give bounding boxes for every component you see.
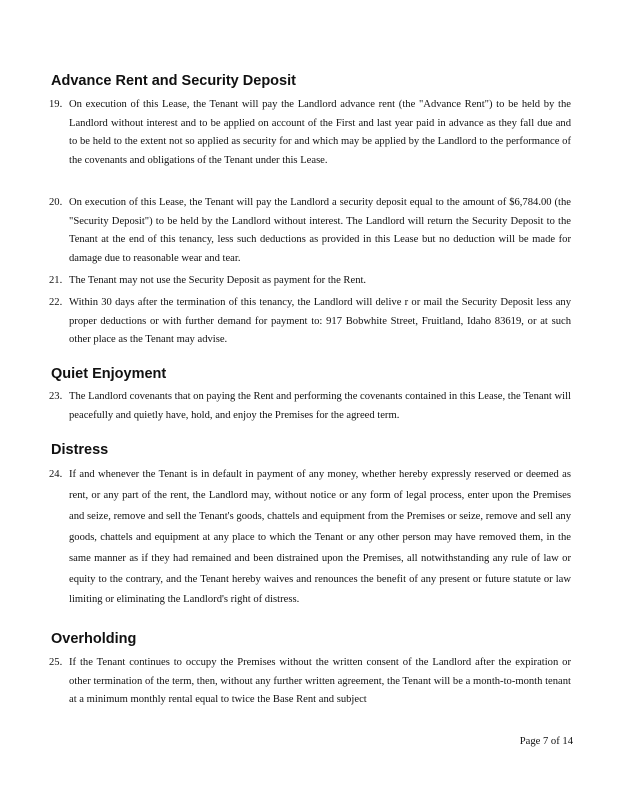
clause-text: On execution of this Lease, the Tenant will pay the Landlord a security deposit equal to the amount of $6,784.00 (the "Security Deposit") to be held by the Landlord without interest. The Landlord will return the Security Deposit to the Tenant at the end of this tenancy, less such deductions as provided in this Lease but no deduction will be made for damage due to reasonable wear and tear. <box>69 197 571 264</box>
clause-number: 22. <box>49 297 63 308</box>
clause-number: 19. <box>49 99 63 110</box>
clause-text: The Landlord covenants that on paying the Rent and performing the covenants contained in this Lease, the Tenant will peacefully and quietly have, hold, and enjoy the Premises for the agreed term. <box>69 391 571 421</box>
clause-20 <box>49 194 571 268</box>
clause-22 <box>49 294 571 350</box>
heading-overholding: Overholding <box>51 631 137 647</box>
clause-number: 21. <box>49 275 63 286</box>
clause-21 <box>49 272 571 291</box>
clause-number: 23. <box>49 391 63 402</box>
clause-text: If the Tenant continues to occupy the Premises without the written consent of the Landlord after the expiration or other termination of the term, then, without any further written agreement, the Tenant will be a month-to-month tenant at a minimum monthly rental equal to twice the Base Rent and subject <box>69 657 571 705</box>
clause-text: If and whenever the Tenant is in default in payment of any money, whether hereby expressly reserved or deemed as rent, or any part of the rent, the Landlord may, without notice or any form of legal process, enter upon the Premises and seize, remove and sell the Tenant's goods, chattels and equipment from the Premises or seize, remove and sell any goods, chattels and equipment at any place to which the Tenant or any other person may have removed them, in the same manner as if they had remained and been distrained upon the Premises, all notwithstanding any rule of law or equity to the contrary, and the Tenant hereby waives and renounces the benefit of any present or future statute or law limiting or eliminating the Landlord's right of distress. <box>69 469 571 606</box>
heading-quiet-enjoyment: Quiet Enjoyment <box>51 366 167 382</box>
clause-number: 25. <box>49 657 63 668</box>
page-number: Page 7 of 14 <box>519 736 573 747</box>
clause-number: 20. <box>49 197 63 208</box>
heading-distress: Distress <box>51 442 109 458</box>
clause-text: Within 30 days after the termination of this tenancy, the Landlord will delive r or mail the Security Deposit less any proper deductions or with further demand for payment to: 917 Bobwhite Street, Fruitland, Idaho 83619, or at such other place as the Tenant may advise. <box>69 297 571 345</box>
clause-23 <box>49 388 571 425</box>
clause-19 <box>49 96 571 170</box>
clause-text: The Tenant may not use the Security Deposit as payment for the Rent. <box>69 275 367 286</box>
clause-24 <box>49 465 571 611</box>
clause-text: On execution of this Lease, the Tenant will pay the Landlord advance rent (the "Advance Rent") to be held by the Landlord without interest and to be applied on account of the First and last year paid in advance as they fall due and to be held to the extent not so applied as security for and which may be applied by the Landlord to the performance of the covenants and obligations of the Tenant under this Lease. <box>69 99 571 166</box>
heading-advance-rent: Advance Rent and Security Deposit <box>51 73 296 89</box>
clause-number: 24. <box>49 469 63 480</box>
clause-25 <box>49 654 571 710</box>
